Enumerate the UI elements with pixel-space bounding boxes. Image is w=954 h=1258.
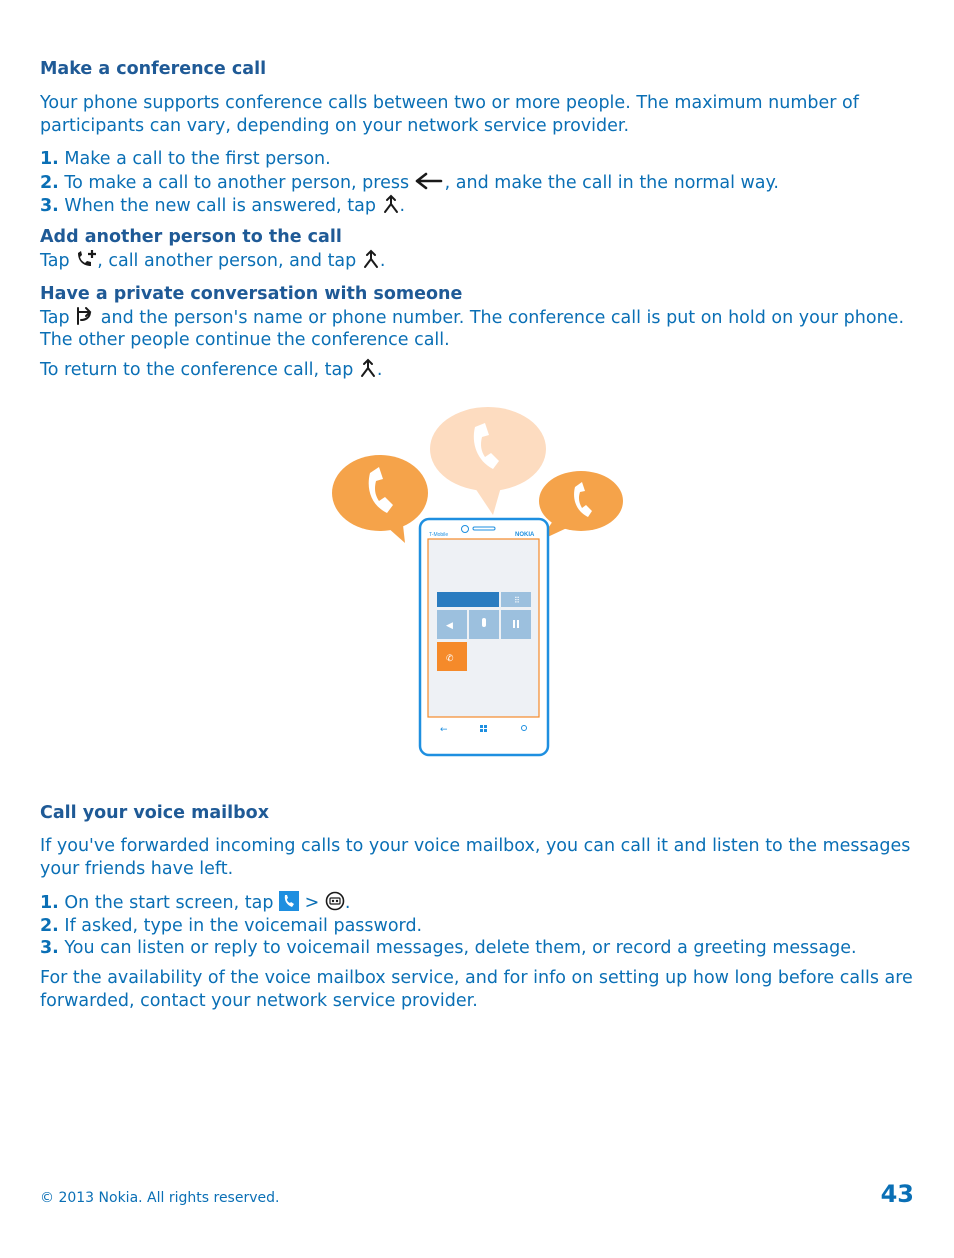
page-number: 43	[880, 1180, 914, 1208]
copyright-footer: © 2013 Nokia. All rights reserved.	[40, 1190, 280, 1206]
step-text: You can listen or reply to voicemail messages, delete them, or record a greeting message.	[64, 938, 857, 958]
step-text: On the start screen, tap	[64, 893, 274, 913]
return-text	[40, 358, 920, 382]
text-part: , call another person, and tap	[97, 250, 357, 271]
add-call-icon	[75, 249, 97, 269]
phone-device	[420, 519, 548, 755]
speech-bubble-top	[430, 407, 546, 515]
step-text: .	[344, 893, 351, 913]
intro-paragraph: Your phone supports conference calls between two or more people. The maximum number of participants can vary, depending on your network service provider.	[40, 93, 859, 136]
step-text: >	[304, 893, 320, 913]
speech-bubble-right	[539, 471, 623, 541]
steps-list	[40, 148, 920, 218]
step-number: 3.	[40, 196, 59, 216]
step-number: 1.	[40, 149, 59, 169]
step-text: Make a call to the first person.	[64, 149, 331, 169]
step-number: 2.	[40, 172, 59, 193]
step-text: , and make the call in the normal way.	[444, 172, 779, 193]
private-section	[40, 283, 920, 352]
speech-bubble-left	[332, 455, 428, 543]
brand-label: NOKIA	[515, 532, 535, 538]
heading-private-conversation: Have a private conversation with someone	[40, 284, 463, 304]
svg-text:⠿: ⠿	[514, 596, 520, 605]
step-number: 2.	[40, 915, 59, 936]
step-number: 3.	[40, 938, 59, 958]
step-text: To make a call to another person, press	[64, 172, 410, 193]
phone-tile-icon	[279, 891, 299, 911]
text-part: Tap	[40, 250, 70, 271]
merge-calls-icon	[359, 358, 377, 378]
text-part: .	[376, 360, 383, 380]
merge-calls-icon	[362, 249, 380, 269]
voicemail-step-1	[40, 891, 920, 915]
step-text: .	[399, 196, 406, 216]
text-part: and the person's name or phone number. The conference call is put on hold on your phone. The other people continue the conference call.	[40, 307, 905, 350]
voicemail-outro: For the availability of the voice mailbox service, and for info on setting up how long before calls are forwarded, contact your network service provider.	[40, 968, 913, 1011]
step-text: When the new call is answered, tap	[64, 196, 376, 216]
step-number: 1.	[40, 893, 59, 913]
text-part: To return to the conference call, tap	[40, 360, 354, 380]
svg-text:✆: ✆	[446, 654, 454, 664]
voicemail-icon	[325, 891, 345, 911]
private-text	[40, 306, 920, 352]
carrier-label: T-Mobile	[429, 532, 449, 538]
step-3	[40, 194, 920, 218]
heading-make-conference-call: Make a conference call	[40, 59, 267, 79]
voicemail-steps	[40, 891, 920, 960]
conference-call-illustration	[325, 403, 635, 763]
end-call-tile	[437, 592, 499, 607]
heading-voice-mailbox: Call your voice mailbox	[40, 803, 269, 823]
step-2	[40, 171, 920, 195]
voicemail-step-2	[40, 915, 920, 938]
voicemail-step-3	[40, 937, 920, 960]
private-call-icon	[75, 306, 95, 326]
back-arrow-icon	[415, 171, 445, 191]
text-part: Tap	[40, 307, 70, 328]
step-1	[40, 148, 920, 171]
hold-tile	[501, 610, 531, 639]
text-part: .	[379, 250, 386, 271]
back-key-icon: ←	[440, 725, 448, 735]
voicemail-intro: If you've forwarded incoming calls to your voice mailbox, you can call it and listen to the messages your friends have left.	[40, 836, 911, 879]
merge-calls-icon	[382, 194, 400, 214]
add-person-text	[40, 249, 920, 273]
step-text: If asked, type in the voicemail password.	[64, 915, 423, 936]
add-person-section	[40, 226, 920, 272]
heading-add-person: Add another person to the call	[40, 227, 342, 247]
svg-text:◀: ◀	[446, 621, 453, 631]
